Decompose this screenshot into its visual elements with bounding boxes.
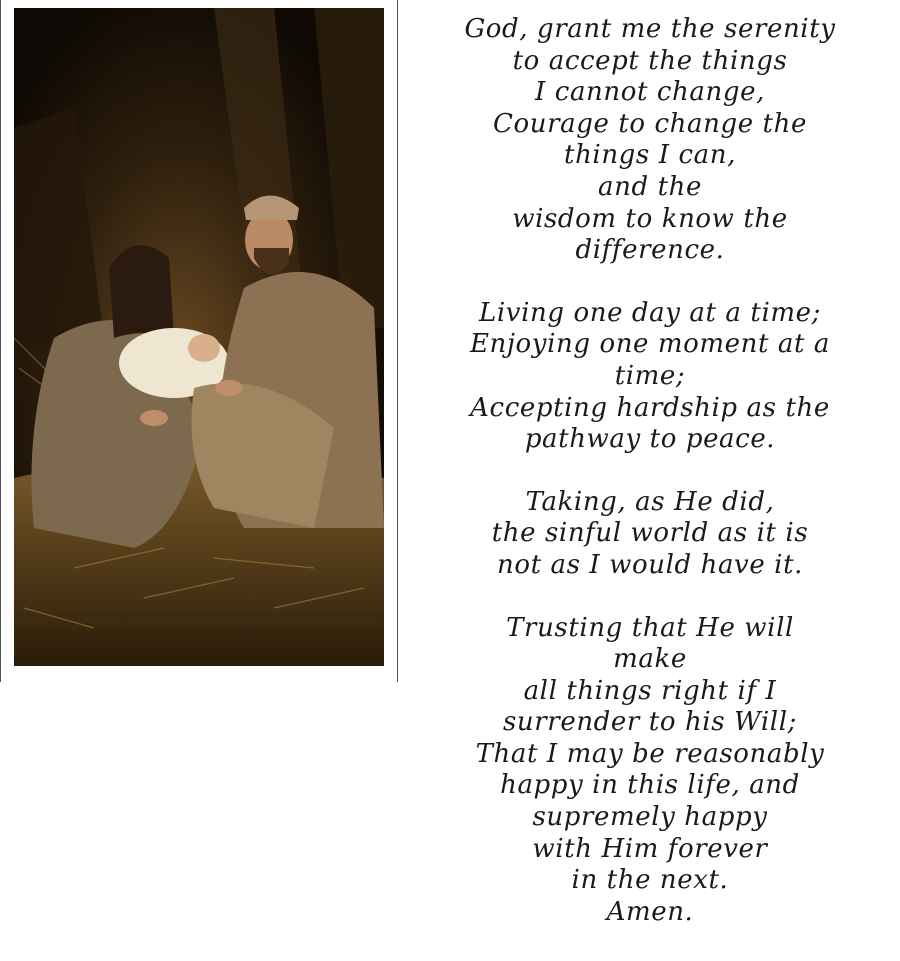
serenity-prayer — [400, 14, 900, 928]
prayer-line: Enjoying one moment at a — [469, 329, 831, 360]
stanza-trusting — [400, 613, 900, 929]
stanza-living — [400, 298, 900, 456]
stanza-taking — [400, 487, 900, 582]
prayer-line: happy in this life, and — [500, 770, 800, 801]
prayer-line: That I may be reasonably — [475, 738, 825, 769]
nativity-scene-illustration — [14, 8, 384, 666]
nativity-image — [14, 8, 384, 666]
prayer-line: supremely happy — [532, 802, 768, 833]
prayer-line: wisdom to know the — [512, 203, 788, 234]
prayer-line: Taking, as He did, — [525, 486, 775, 517]
prayer-amen: Amen. — [606, 896, 694, 927]
prayer-line: Living one day at a time; — [479, 297, 821, 328]
prayer-line: things I can, — [564, 140, 736, 171]
prayer-line: and the — [598, 171, 702, 202]
prayer-line: in the next. — [571, 865, 729, 896]
prayer-line: Accepting hardship as the — [470, 392, 830, 423]
prayer-line: I cannot change, — [535, 77, 765, 108]
prayer-line: God, grant me the serenity — [464, 14, 836, 44]
prayer-line: to accept the things — [512, 45, 788, 76]
prayer-line: not as I would have it. — [496, 549, 804, 580]
prayer-line: surrender to his Will; — [502, 707, 797, 738]
prayer-line: Trusting that He will — [506, 612, 794, 643]
prayer-line: difference. — [575, 235, 725, 266]
prayer-line: the sinful world as it is — [491, 518, 809, 549]
prayer-line: all things right if I — [523, 675, 777, 706]
prayer-line: Courage to change the — [493, 108, 807, 139]
prayer-line: with Him forever — [532, 833, 768, 864]
prayer-line: pathway to peace. — [524, 424, 776, 455]
prayer-line: make — [613, 644, 687, 675]
prayer-line: time; — [614, 360, 686, 391]
stanza-serenity — [400, 14, 900, 267]
